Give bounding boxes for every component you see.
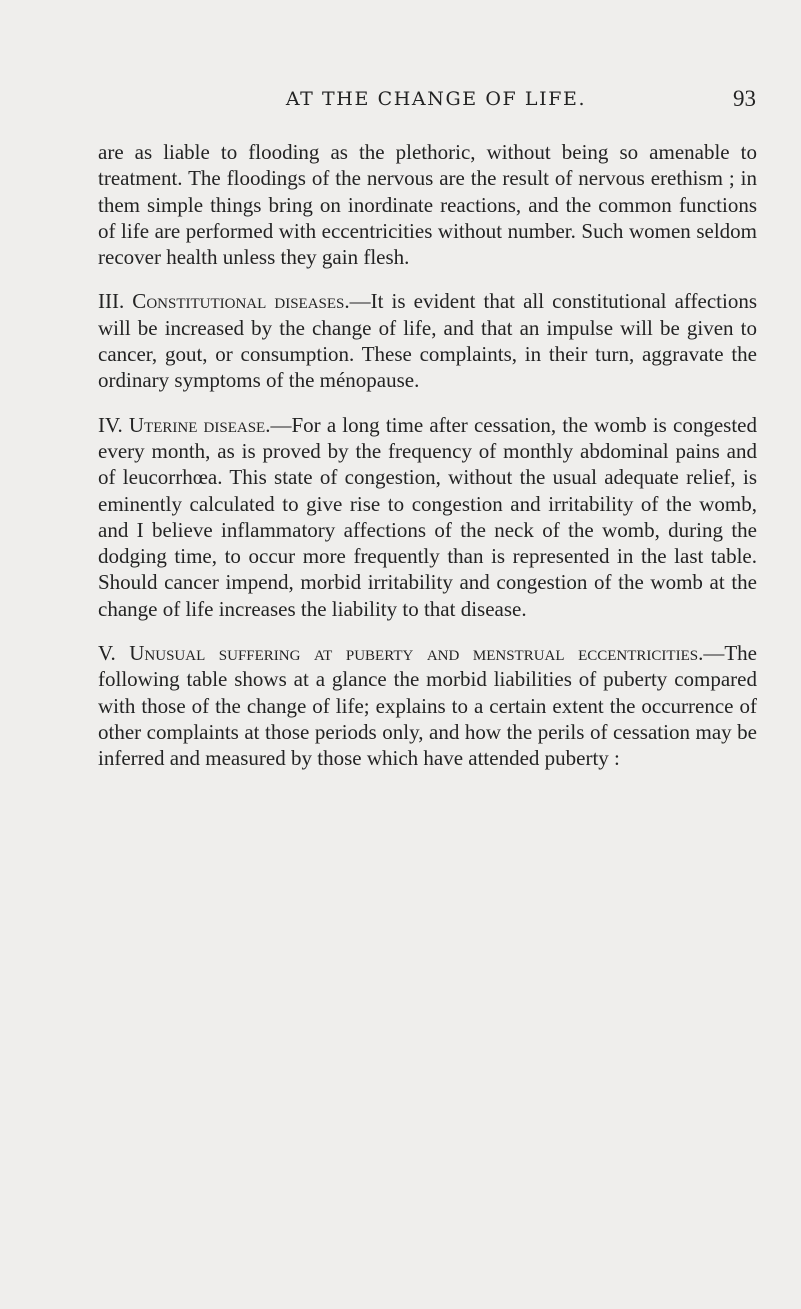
section-heading-unusual-suffering: V. Unusual suffering at puberty and menstrual eccentricities. xyxy=(98,641,704,666)
section-heading-uterine: IV. Uterine disease. xyxy=(98,412,271,437)
paragraph-4-text: —The following table shows at a glance the morbid liabilities of puberty compared with those of the change of life; explains to a certain extent the occurrence of other complaints at those periods only, and how the perils of cessation may be inferred and measured by those which have attended puberty : xyxy=(98,641,757,771)
paragraph-3-text: —For a long time after cessation, the womb is congested every month, as is proved by the frequency of monthly abdominal pains and of leucorrhœa. This state of congestion, without the usual adequate relief, is eminently calculated to give rise to congestion and irritability of the womb, and I believe inflammatory affections of the neck of the womb, during the dodging time, to occur more frequently than is represented in the last table. Should cancer impend, morbid irritability and congestion of the womb at the change of life increases the liability to that disease. xyxy=(98,412,758,621)
paragraph-4 xyxy=(98,640,757,771)
paragraph-2-text: —It is evident that all constitutional affections will be increased by the change of life, and that an impulse will be given to cancer, gout, or consumption. These complaints, in their turn, aggravate the ordinary symptoms of the ménopause. xyxy=(98,289,757,393)
body-text xyxy=(98,139,757,790)
page-number: 93 xyxy=(733,86,756,111)
running-head: AT THE CHANGE OF LIFE. xyxy=(285,88,587,110)
paragraph-3 xyxy=(98,412,757,622)
paragraph-2 xyxy=(98,288,757,393)
page-header xyxy=(96,88,756,114)
paragraph-1 xyxy=(98,139,757,270)
section-heading-constitutional: III. Constitutional diseases. xyxy=(98,289,350,314)
paragraph-1-text: are as liable to flooding as the plethoric, without being so amenable to treatment. The floodings of the nervous are the result of nervous erethism ; in them simple things bring on inordinate reactions, and the common functions of life are performed with eccentricities without number. Such women seldom recover health unless they gain flesh. xyxy=(98,140,757,270)
